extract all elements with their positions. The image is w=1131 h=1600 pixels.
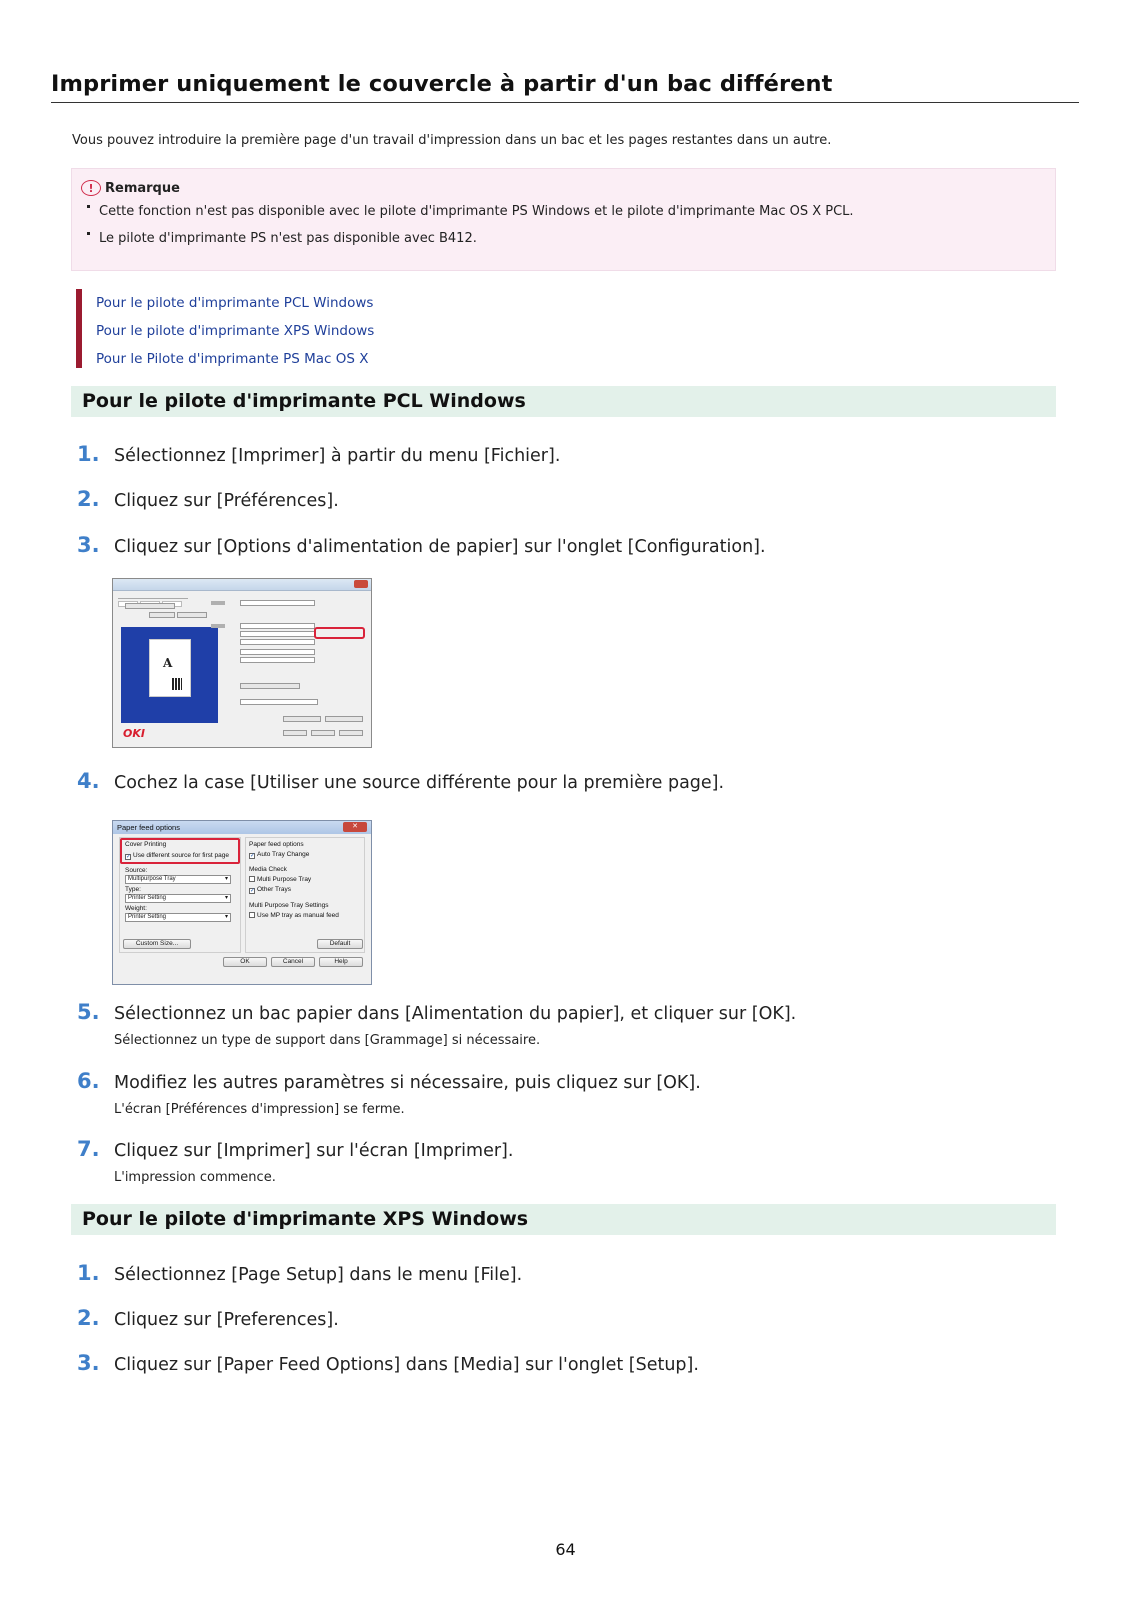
other-trays-label: Other Trays [257,886,291,893]
type-label: Type: [125,886,141,893]
use-different-source-label: Use different source for first page [133,852,229,859]
paper-feed-options-highlight [314,627,365,639]
step-number: 2. [77,1306,100,1330]
close-icon: ✕ [343,822,367,832]
default-button: Default [317,939,363,949]
step-number: 3. [77,1351,100,1375]
step [77,1000,796,1024]
custom-size-button: Custom Size... [123,939,191,949]
step [77,1351,699,1375]
link-pcl-windows[interactable]: Pour le pilote d'imprimante PCL Windows [96,295,374,311]
type-dropdown: Printer Setting ▾ [125,894,231,903]
note-item [87,204,854,219]
cover-printing-label: Cover Printing [125,841,167,848]
field [125,603,175,609]
type-dropdown [240,631,315,637]
step-subtext: L'écran [Préférences d'impression] se ferme. [114,1102,405,1117]
window-titlebar [113,579,371,591]
page-title: Imprimer uniquement le couvercle à partir d'un bac différent [51,70,1079,103]
paper-feed-options-label: Paper feed options [249,841,304,848]
step-text: Sélectionnez un bac papier dans [Alimentation du papier], et cliquer sur [OK]. [114,1004,797,1024]
link-ps-mac[interactable]: Pour le Pilote d'imprimante PS Mac OS X [96,351,369,367]
step-number: 3. [77,533,100,557]
use-different-source-checkbox [125,852,229,860]
preview-letter: A [163,656,173,670]
toner-dropdown [240,699,318,705]
source-dropdown: Multipurpose Tray ▾ [125,875,231,884]
ok-button [283,730,307,736]
media-check-label: Media Check [249,866,287,873]
bullet-icon [87,205,90,208]
section-links [76,289,374,368]
other-trays-checkbox [249,886,291,894]
step [77,769,724,793]
step-text: Cliquez sur [Préférences]. [114,491,339,511]
intro-text: Vous pouvez introduire la première page d'un travail d'impression dans un bac et les pages restantes dans un autre. [72,133,832,148]
section-heading-pcl: Pour le pilote d'imprimante PCL Windows [71,386,1056,417]
note-item [87,231,477,246]
step-number: 5. [77,1000,100,1024]
step [77,533,766,557]
section-heading-xps: Pour le pilote d'imprimante XPS Windows [71,1204,1056,1235]
note-item-text: Cette fonction n'est pas disponible avec le pilote d'imprimante PS Windows et le pilote d'imprimante Mac OS X PCL. [99,204,854,219]
label [211,624,225,628]
image-setting-button [240,683,300,689]
weight-dropdown [240,639,315,645]
button [177,612,207,618]
ok-button: OK [223,957,267,967]
step [77,1137,513,1161]
step [77,1261,522,1285]
step-text: Cliquez sur [Paper Feed Options] dans [Media] sur l'onglet [Setup]. [114,1355,699,1375]
warning-icon: ! [81,180,101,196]
source-label: Source: [125,867,148,874]
cancel-button [311,730,335,736]
link-xps-windows[interactable]: Pour le pilote d'imprimante XPS Windows [96,323,375,339]
paper-preview [149,639,191,697]
note-item-text: Le pilote d'imprimante PS n'est pas disponible avec B412. [99,231,477,246]
step-subtext: Sélectionnez un type de support dans [Grammage] si nécessaire. [114,1033,541,1048]
oki-logo: OKI [123,727,145,740]
help-button [339,730,363,736]
about-button [283,716,321,722]
step [77,1306,339,1330]
size-dropdown [240,600,315,606]
step-number: 7. [77,1137,100,1161]
step-text: Cliquez sur [Preferences]. [114,1310,339,1330]
finishing-dropdown [240,649,315,655]
weight-dropdown: Printer Setting ▾ [125,913,231,922]
step-text: Cliquez sur [Options d'alimentation de papier] sur l'onglet [Configuration]. [114,537,766,557]
step-number: 6. [77,1069,100,1093]
cancel-button: Cancel [271,957,315,967]
dialog-titlebar: Paper feed options [113,821,371,834]
label [211,601,225,605]
step [77,442,560,466]
paper-feed-options-screenshot [112,820,372,985]
multi-purpose-tray-checkbox [249,876,311,883]
auto-tray-change-checkbox [249,851,309,859]
step-number: 2. [77,487,100,511]
auto-tray-change-label: Auto Tray Change [257,851,310,858]
step-number: 4. [77,769,100,793]
mp-tray-settings-label: Multi Purpose Tray Settings [249,902,329,909]
page-number: 64 [555,1540,576,1559]
step-text: Sélectionnez [Imprimer] à partir du menu [Fichier]. [114,446,561,466]
help-button: Help [319,957,363,967]
checkbox-checked-icon: ✓ [250,888,256,894]
note-header [81,177,180,199]
default-button [325,716,363,722]
printing-preferences-screenshot [112,578,372,748]
button [149,612,175,618]
step-text: Modifiez les autres paramètres si nécessaire, puis cliquez sur [OK]. [114,1073,701,1093]
step-number: 1. [77,442,100,466]
duplex-dropdown [240,657,315,663]
step-number: 1. [77,1261,100,1285]
tab-strip [118,592,188,599]
chart-icon [172,678,182,690]
checkbox-icon [249,876,255,882]
step-text: Sélectionnez [Page Setup] dans le menu [File]. [114,1265,523,1285]
step-text: Cliquez sur [Imprimer] sur l'écran [Imprimer]. [114,1141,514,1161]
page-preview [121,627,218,723]
source-dropdown [240,623,315,629]
use-mp-manual-label: Use MP tray as manual feed [257,912,339,919]
checkbox-icon [249,912,255,918]
step-text: Cochez la case [Utiliser une source différente pour la première page]. [114,773,725,793]
bullet-icon [87,232,90,235]
step-subtext: L'impression commence. [114,1170,276,1185]
note-title: Remarque [105,180,180,196]
close-icon [354,580,368,588]
checkbox-checked-icon: ✓ [250,853,256,859]
note-box [71,168,1056,271]
checkbox-checked-icon: ✓ [126,854,132,860]
multi-purpose-tray-label: Multi Purpose Tray [257,876,312,883]
use-mp-manual-checkbox [249,912,339,919]
step [77,1069,701,1093]
step [77,487,339,511]
weight-label: Weight: [125,905,147,912]
